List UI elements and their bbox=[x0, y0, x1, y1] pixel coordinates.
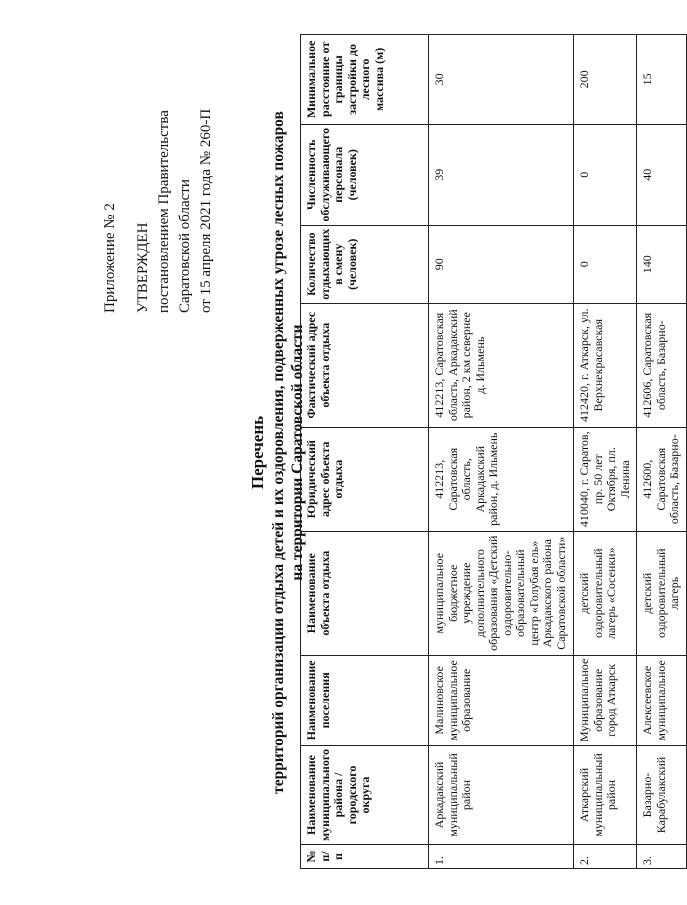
cell-actual-address: 412420, г. Аткарск, ул. Верхнекрасавская bbox=[574, 303, 637, 427]
header-cell: Наименование объекта отдыха bbox=[301, 531, 429, 655]
cell-distance: 200 bbox=[574, 34, 637, 124]
header-cell: Количество отдыхающих в смену (человек) bbox=[301, 225, 429, 303]
cell-district: Аркадакский муниципальный район bbox=[429, 746, 574, 845]
cell-district: Аткарский муниципальный район bbox=[574, 746, 637, 845]
approved-label: УТВЕРЖДЕН bbox=[135, 222, 151, 313]
cell-num: 2. bbox=[574, 845, 637, 869]
header-cell: Минимальное расстояние от границы застройки до лесного массива (м) bbox=[301, 34, 429, 124]
appendix-label: Приложение № 2 bbox=[102, 203, 118, 313]
cell-legal-address: 410040, г. Саратов, пр. 50 лет Октября, пл. Ленина bbox=[574, 427, 637, 531]
title-line: на территории Саратовской области bbox=[289, 324, 306, 581]
cell-legal-address: 412213, Саратовская область, Аркадакский район, д. Ильмень bbox=[429, 427, 574, 531]
approval-line: Саратовской области bbox=[177, 179, 193, 313]
cell-visitors: 140 bbox=[637, 225, 687, 303]
approval-block bbox=[100, 13, 217, 313]
cell-visitors: 0 bbox=[574, 225, 637, 303]
approval-line: от 15 апреля 2021 года № 260-П bbox=[198, 108, 214, 313]
cell-settlement: Алексеевское муниципальное bbox=[637, 655, 687, 745]
cell-num: 3. bbox=[637, 845, 687, 869]
header-cell: Юридический адрес объекта отдыха bbox=[301, 427, 429, 531]
cell-district: Базарно-Карабулакский bbox=[637, 746, 687, 845]
cell-object: детский оздоровительный лагерь bbox=[637, 531, 687, 655]
header-cell: Наименование поселения bbox=[301, 655, 429, 745]
cell-staff: 40 bbox=[637, 124, 687, 225]
document-title bbox=[248, 0, 307, 905]
table-row bbox=[574, 34, 637, 868]
table-header-row bbox=[301, 34, 429, 868]
cell-staff: 0 bbox=[574, 124, 637, 225]
cell-actual-address: 412606, Саратовская область, Базарно- bbox=[637, 303, 687, 427]
cell-distance: 15 bbox=[637, 34, 687, 124]
cell-distance: 30 bbox=[429, 34, 574, 124]
header-cell: Наименование муниципального района / городского округа bbox=[301, 746, 429, 845]
cell-object: муниципальное бюджетное учреждение дополнительного образования «Детский оздоровительно-образовательный центр «Голубая ель» Аркадакского района Саратовской области» bbox=[429, 531, 574, 655]
table-row bbox=[637, 34, 687, 868]
cell-staff: 39 bbox=[429, 124, 574, 225]
objects-table bbox=[300, 34, 687, 869]
cell-legal-address: 412600, Саратовская область, Базарно- bbox=[637, 427, 687, 531]
cell-num: 1. bbox=[429, 845, 574, 869]
table-row bbox=[429, 34, 574, 868]
header-cell: № п/п bbox=[301, 845, 429, 869]
header-cell: Численность обслуживающего персонала (человек) bbox=[301, 124, 429, 225]
approval-line: постановлением Правительства bbox=[156, 110, 172, 313]
cell-settlement: Малиновское муниципальное образование bbox=[429, 655, 574, 745]
title-line: Перечень bbox=[248, 415, 267, 490]
cell-object: детский оздоровительный лагерь «Сосенки» bbox=[574, 531, 637, 655]
title-line: территорий организации отдыха детей и их оздоровления, подверженных угрозе лесных пожаров bbox=[270, 111, 287, 794]
cell-visitors: 90 bbox=[429, 225, 574, 303]
cell-actual-address: 412213, Саратовская область, Аркадакский район, 2 км севернее д. Ильмень bbox=[429, 303, 574, 427]
cell-settlement: Муниципальное образование город Аткарск bbox=[574, 655, 637, 745]
header-cell: Фактический адрес объекта отдыха bbox=[301, 303, 429, 427]
